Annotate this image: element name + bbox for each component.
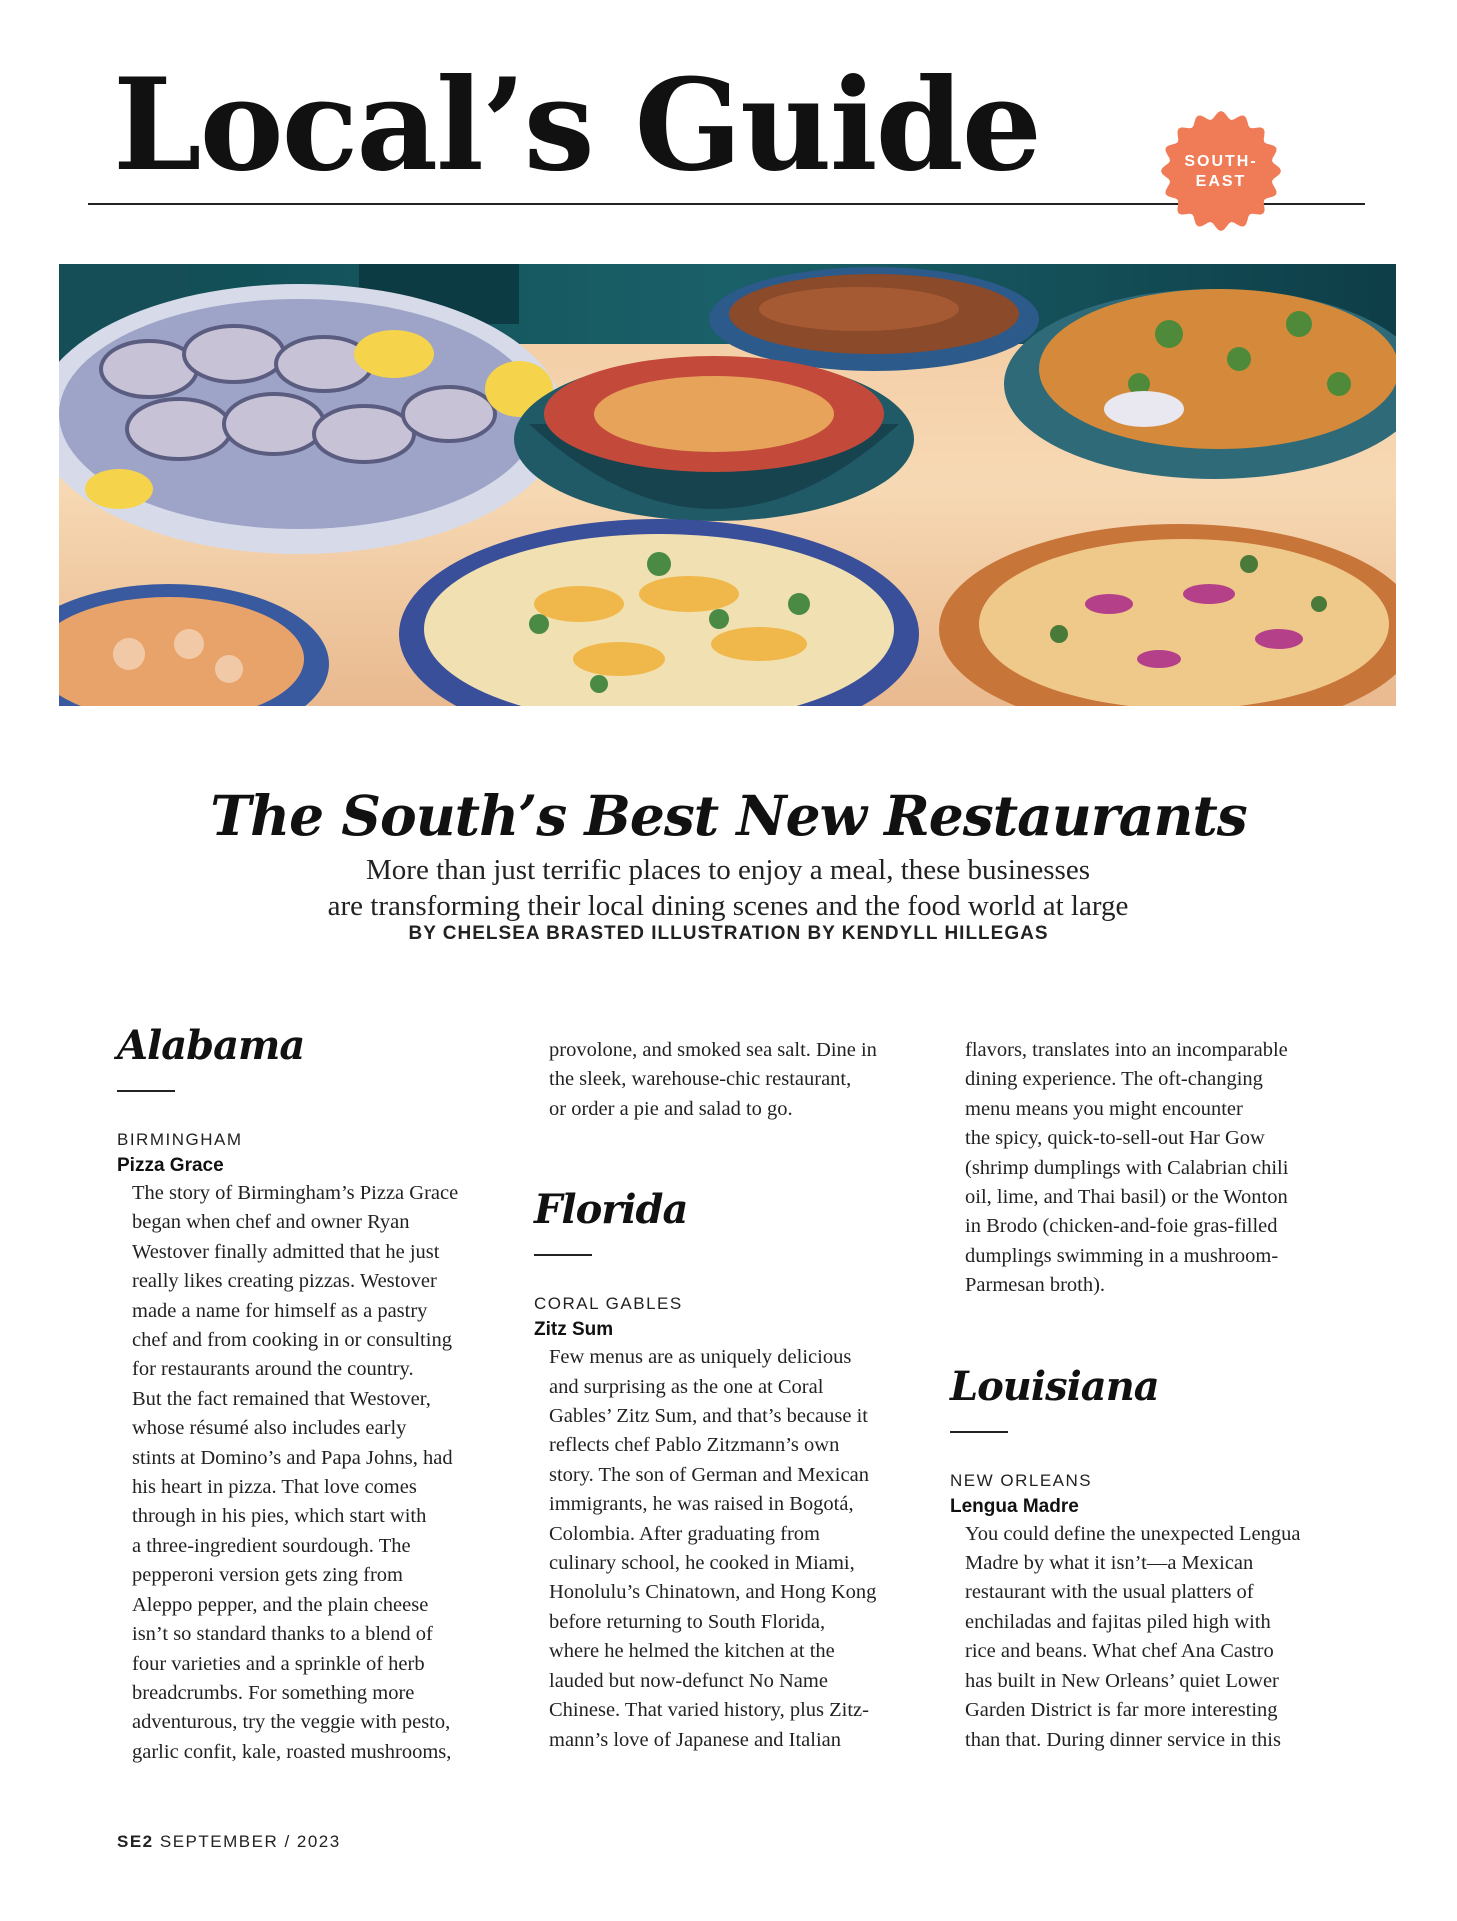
dek-line-1: More than just terrific places to enjoy a meal, these businesses [366,854,1090,886]
restaurant-name: Pizza Grace [117,1155,224,1176]
page-footer [117,1832,341,1852]
issue-date: SEPTEMBER / 2023 [159,1832,341,1851]
byline: BY CHELSEA BRASTED ILLUSTRATION BY KENDYLL HILLEGAS [408,923,1049,944]
section-florida [534,1186,934,1755]
region-badge-label: SOUTH- EAST [1184,153,1258,190]
city-label: CORAL GABLES [534,1294,683,1314]
dek-line-2: are transforming their local dining scenes and the food world at large [327,890,1129,922]
column-3 [950,1036,1355,1755]
section-rule [117,1090,175,1092]
restaurant-description: Few menus are as uniquely delicious and surprising as the one at Coral Gables’ Zitz Sum, and that’s because it reflects chef Pablo Zitzmann’s own story. The son of German and Mexican immigrants, he was raised in Bogotá, Colombia. After graduating from culinary school, he cooked in Miami, Honolulu’s Chinatown, and Hong Kong before returning to South Florida, where he helmed the kitchen at the lauded but now-defunct No Name Chinese. That varied history, plus Zitz- mann’s love of Japanese and Italian [549,1346,877,1751]
restaurant-description-continued: provolone, and smoked sea salt. Dine in the sleek, warehouse-chic restaurant, or order a pie and salad to go. [549,1039,877,1120]
region-badge [1160,110,1282,232]
state-heading-florida: Florida [534,1186,688,1234]
column-2 [534,1036,934,1755]
restaurant-name: Lengua Madre [950,1495,1079,1517]
state-heading-louisiana: Louisiana [950,1362,1159,1410]
article-dek [228,852,1228,924]
state-heading-alabama: Alabama [117,1022,305,1069]
section-alabama [117,1022,507,1767]
restaurant-name: Zitz Sum [534,1319,614,1341]
city-label: BIRMINGHAM [117,1130,243,1149]
section-louisiana [950,1363,1355,1755]
section-rule [534,1254,592,1256]
page-number: SE2 [117,1832,154,1851]
restaurant-description: The story of Birmingham’s Pizza Grace began when chef and owner Ryan Westover finally admitted that he just really likes creating pizzas. Westover made a name for himself as a pastry chef and from cooking in or consulting for restaurants around the country. But the fact remained that Westover, whose résumé also includes early stints at Domino’s and Papa Johns, had his heart in pizza. That love comes through in his pies, which start with a three-ingredient sourdough. The pepperoni version gets zing from Aleppo pepper, and the plain cheese isn’t so standard thanks to a blend of four varieties and a sprinkle of herb breadcrumbs. For something more adventurous, try the veggie with pesto, garlic confit, kale, roasted mushrooms, [132,1182,459,1763]
restaurant-description-continued: flavors, translates into an incomparable dining experience. The oft-changing menu means you might encounter the spicy, quick-to-sell-out Har Gow (shrimp dumplings with Calabrian chili oil, lime, and Thai basil) or the Wonton in Brodo (chicken-and-foie gras-filled dumplings swimming in a mushroom- Parmesan broth). [965,1039,1289,1297]
hero-food-illustration [59,264,1396,706]
section-rule [950,1431,1008,1433]
masthead-title: Local’s Guide [113,51,1040,199]
city-label: NEW ORLEANS [950,1470,1093,1490]
article-headline: The South’s Best New Restaurants [210,783,1247,848]
restaurant-description: You could define the unexpected Lengua Madre by what it isn’t—a Mexican restaurant with the usual platters of enchiladas and fajitas piled high with rice and beans. What chef Ana Castro has built in New Orleans’ quiet Lower Garden District is far more interesting than that. During dinner service in this [965,1522,1301,1751]
